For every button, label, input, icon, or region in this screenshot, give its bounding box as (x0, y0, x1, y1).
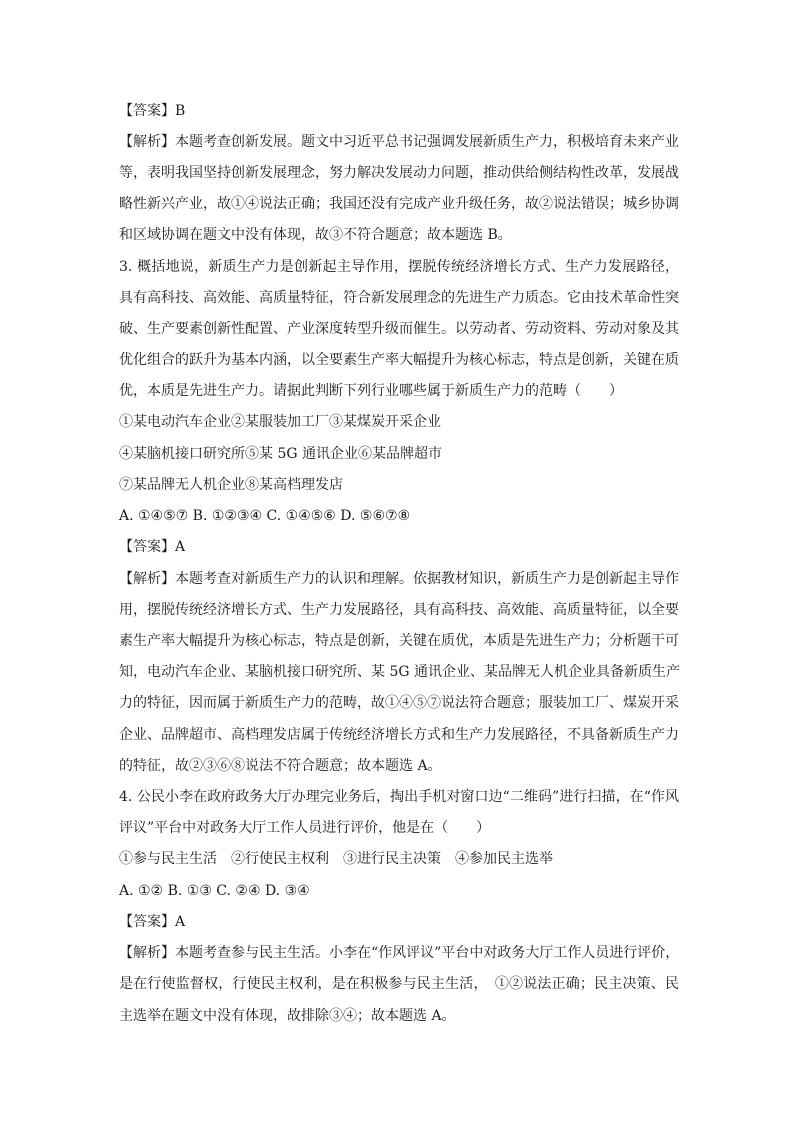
analysis-q2-line-3: 略性新兴产业，故①④说法正确；我国还没有完成产业升级任务，故②说法错误；城乡协调 (119, 196, 679, 212)
question-3-line-2: 具有高科技、高效能、高质量特征，符合新发展理念的先进生产力质态。它由技术革命性突 (119, 290, 679, 306)
analysis-q3-line-6: 企业、品牌超市、高档理发店属于传统经济增长方式和生产力发展路径，不具备新质生产力 (119, 727, 679, 743)
question-4-line-2: 评议”平台中对政务大厅工作人员进行评价，他是在（ ） (119, 820, 491, 836)
analysis-q4-line-3: 主选举在题文中没有体现，故排除③④；故本题选 A。 (119, 1008, 456, 1024)
analysis-q4-line-2: 是在行使监督权，行使民主权利，是在积极参与民主生活， ①②说法正确；民主决策、民 (119, 976, 679, 992)
analysis-q2-line-4: 和区域协调在题文中没有体现，故③不符合题意；故本题选 B。 (119, 227, 512, 243)
question-4-items: ①参与民主生活 ②行使民主权利 ③进行民主决策 ④参加民主选举 (119, 851, 553, 867)
analysis-q2-line-1: 【解析】本题考查创新发展。题文中习近平总书记强调发展新质生产力，积极培育未来产业 (119, 134, 679, 150)
analysis-q3-line-1: 【解析】本题考查对新质生产力的认识和理解。依据教材知识，新质生产力是创新起主导作 (119, 571, 679, 587)
question-3-items-1: ①某电动汽车企业②某服装加工厂③某煤炭开采企业 (119, 414, 441, 430)
answer-label-q4: 【答案】A (119, 914, 186, 930)
question-3-items-3: ⑦某品牌无人机企业⑧某高档理发店 (119, 477, 343, 493)
analysis-q4-line-1: 【解析】本题考查参与民主生活。小李在“作风评议”平台中对政务大厅工作人员进行评价， (119, 945, 680, 961)
question-4-line-1: 4. 公民小李在政府政务大厅办理完业务后，掏出手机对窗口边“二维码”进行扫描，在“作风 (119, 789, 679, 805)
analysis-q2-line-2: 等，表明我国坚持创新发展理念，努力解决发展动力问题，推动供给侧结构性改革，发展战 (119, 165, 679, 181)
question-3-line-5: 优，本质是先进生产力。请据此判断下列行业哪些属于新质生产力的范畴（ ） (119, 383, 623, 399)
analysis-q3-line-2: 用，摆脱传统经济增长方式、生产力发展路径，具有高科技、高效能、高质量特征，以全要 (119, 602, 679, 618)
answer-label-q3: 【答案】A (119, 539, 186, 555)
analysis-q3-line-7: 的特征，故②③⑥⑧说法不符合题意；故本题选 A。 (119, 758, 442, 774)
question-3-items-2: ④某脑机接口研究所⑤某 5G 通讯企业⑥某品牌超市 (119, 446, 442, 462)
analysis-q3-line-3: 素生产率大幅提升为核心标志，特点是创新，关键在质优，本质是先进生产力；分析题干可 (119, 633, 679, 649)
answer-label-q2: 【答案】B (119, 103, 186, 119)
question-3-line-1: 3. 概括地说，新质生产力是创新起主导作用，摆脱传统经济增长方式、生产力发展路径， (119, 259, 679, 275)
question-3-line-4: 优化组合的跃升为基本内涵，以全要素生产率大幅提升为核心标志，特点是创新，关键在质 (119, 352, 679, 368)
question-3-line-3: 破、生产要素创新性配置、产业深度转型升级而催生。以劳动者、劳动资料、劳动对象及其 (119, 321, 679, 337)
analysis-q3-line-4: 知，电动汽车企业、某脑机接口研究所、某 5G 通讯企业、某品牌无人机企业具备新质生产 (119, 664, 680, 680)
question-4-options: A. ①② B. ①③ C. ②④ D. ③④ (119, 883, 310, 899)
question-3-options: A. ①④⑤⑦ B. ①②③④ C. ①④⑤⑥ D. ⑤⑥⑦⑧ (119, 508, 411, 524)
analysis-q3-line-5: 力的特征，因而属于新质生产力的范畴，故①④⑤⑦说法符合题意；服装加工厂、煤炭开采 (119, 695, 679, 711)
